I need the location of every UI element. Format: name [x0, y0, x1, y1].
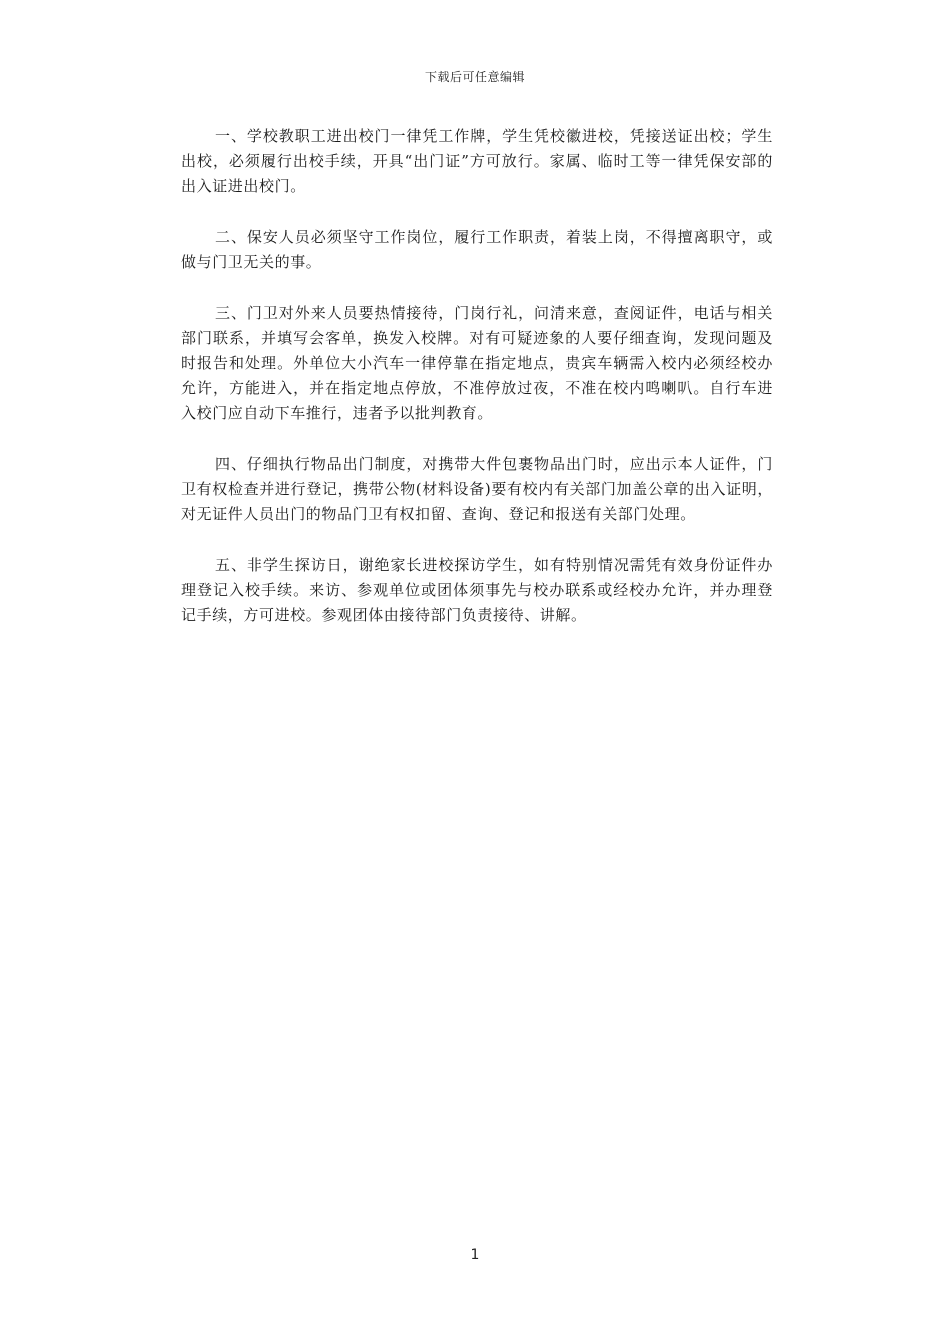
- page-header-note: 下载后可任意编辑: [424, 70, 525, 84]
- paragraph-4: 四、仔细执行物品出门制度，对携带大件包裹物品出门时，应出示本人证件，门卫有权检查并进行登记，携带公物(材料设备)要有校内有关部门加盖公章的出入证明，对无证件人员出门的物品门卫有权扣留、查询、登记和报送有关部门处理。: [181, 455, 773, 523]
- paragraph-5: 五、非学生探访日，谢绝家长进校探访学生，如有特别情况需凭有效身份证件办理登记入校手续。来访、参观单位或团体须事先与校办联系或经校办允许，并办理登记手续，方可进校。参观团体由接待部门负责接待、讲解。: [181, 556, 773, 624]
- paragraph-2: 二、保安人员必须坚守工作岗位，履行工作职责，着装上岗，不得擅离职守，或做与门卫无关的事。: [181, 228, 773, 271]
- paragraph-3: 三、门卫对外来人员要热情接待，门岗行礼，问清来意，查阅证件，电话与相关部门联系，并填写会客单，换发入校牌。对有可疑迹象的人要仔细查询，发现问题及时报告和处理。外单位大小汽车一律停靠在指定地点，贵宾车辆需入校内必须经校办允许，方能进入，并在指定地点停放，不准停放过夜，不准在校内鸣喇叭。自行车进入校门应自动下车推行，违者予以批判教育。: [181, 304, 773, 422]
- paragraph-1: 一、学校教职工进出校门一律凭工作牌，学生凭校徽进校，凭接送证出校；学生出校，必须履行出校手续，开具“出门证”方可放行。家属、临时工等一律凭保安部的出入证进出校门。: [181, 127, 773, 195]
- page-number: 1: [470, 1247, 480, 1263]
- document-body: [181, 124, 773, 654]
